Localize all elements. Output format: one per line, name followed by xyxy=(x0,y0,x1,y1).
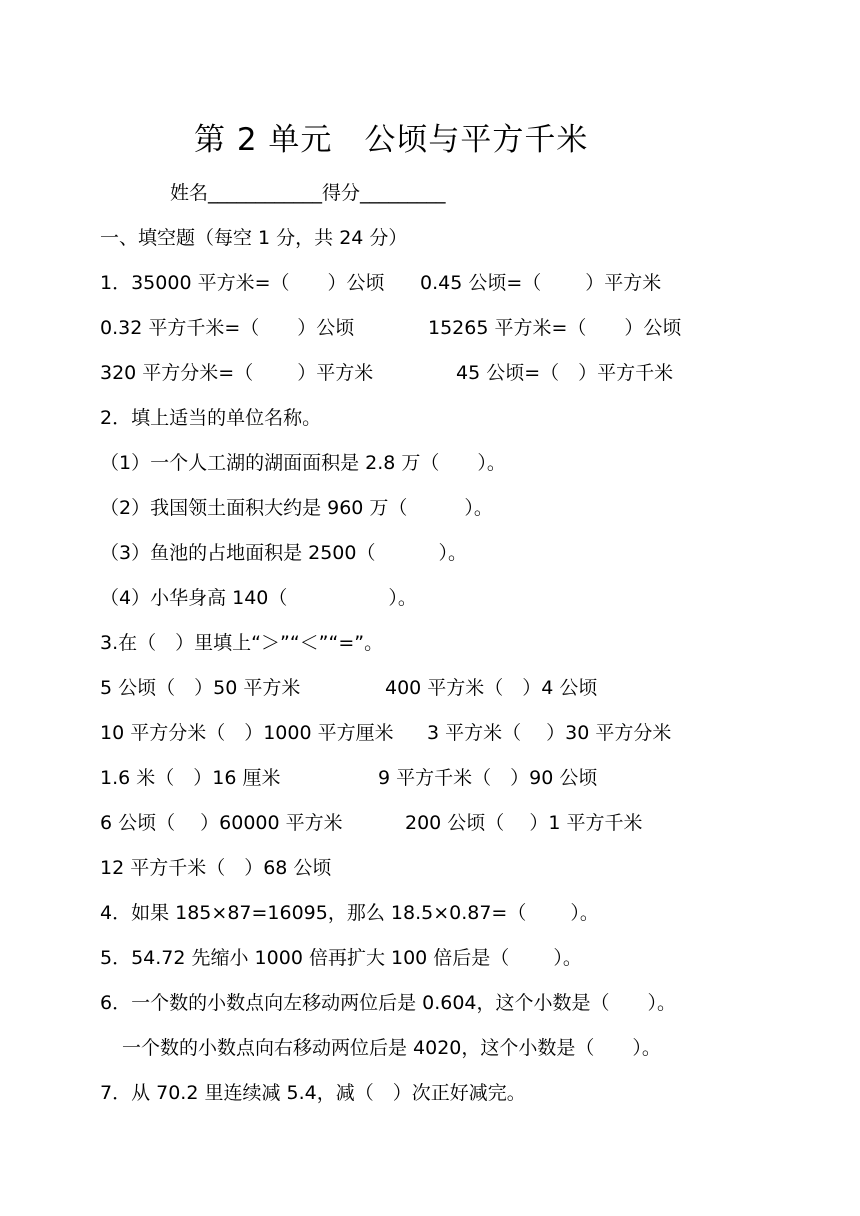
q2-item-3: （3）鱼池的占地面积是 2500（ ）。 xyxy=(100,542,468,564)
section-heading: 一、填空题（每空 1 分，共 24 分） xyxy=(100,227,408,249)
q3-row2-right: 3 平方米（ ）30 平方分米 xyxy=(427,722,672,744)
question-6-part2: 一个数的小数点向右移动两位后是 4020，这个小数是（ ）。 xyxy=(122,1037,661,1059)
q1-row2-right: 15265 平方米=（ ）公顷 xyxy=(428,317,682,339)
q1-row1-right: 0.45 公顷=（ ）平方米 xyxy=(420,272,662,294)
question-6-part1: 6．一个数的小数点向左移动两位后是 0.604，这个小数是（ ）。 xyxy=(100,992,677,1014)
q1-row3-right: 45 公顷=（ ）平方千米 xyxy=(456,362,674,384)
q3-row5-left: 12 平方千米（ ）68 公顷 xyxy=(100,857,332,879)
q3-row4-right: 200 公顷（ ）1 平方千米 xyxy=(405,812,643,834)
q3-row2-left: 10 平方分米（ ）1000 平方厘米 xyxy=(100,722,394,744)
q2-item-2: （2）我国领土面积大约是 960 万（ ）。 xyxy=(100,497,493,519)
q2-item-1: （1）一个人工湖的湖面面积是 2.8 万（ ）。 xyxy=(100,452,506,474)
q1-row3-left: 320 平方分米=（ ）平方米 xyxy=(100,362,374,384)
q3-row1-right: 400 平方米（ ）4 公顷 xyxy=(385,677,598,699)
q3-stem: 3.在（ ）里填上“＞”“＜”“=”。 xyxy=(100,632,384,654)
question-4: 4．如果 185×87=16095，那么 18.5×0.87=（ ）。 xyxy=(100,902,599,924)
q1-row1-left: 1．35000 平方米=（ ）公顷 xyxy=(100,272,385,294)
q3-row1-left: 5 公顷（ ）50 平方米 xyxy=(100,677,301,699)
q1-row2-left: 0.32 平方千米=（ ）公顷 xyxy=(100,317,355,339)
q3-row3-left: 1.6 米（ ）16 厘米 xyxy=(100,767,281,789)
page-title: 第 2 单元 公顷与平方千米 xyxy=(194,122,589,158)
name-score-line: 姓名____________得分_________ xyxy=(170,182,446,204)
q3-row4-left: 6 公顷（ ）60000 平方米 xyxy=(100,812,343,834)
q2-stem: 2．填上适当的单位名称。 xyxy=(100,407,322,429)
q3-row3-right: 9 平方千米（ ）90 公顷 xyxy=(378,767,598,789)
question-5: 5．54.72 先缩小 1000 倍再扩大 100 倍后是（ ）。 xyxy=(100,947,582,969)
q2-item-4: （4）小华身高 140（ ）。 xyxy=(100,587,417,609)
question-7: 7．从 70.2 里连续减 5.4，减（ ）次正好减完。 xyxy=(100,1082,526,1104)
